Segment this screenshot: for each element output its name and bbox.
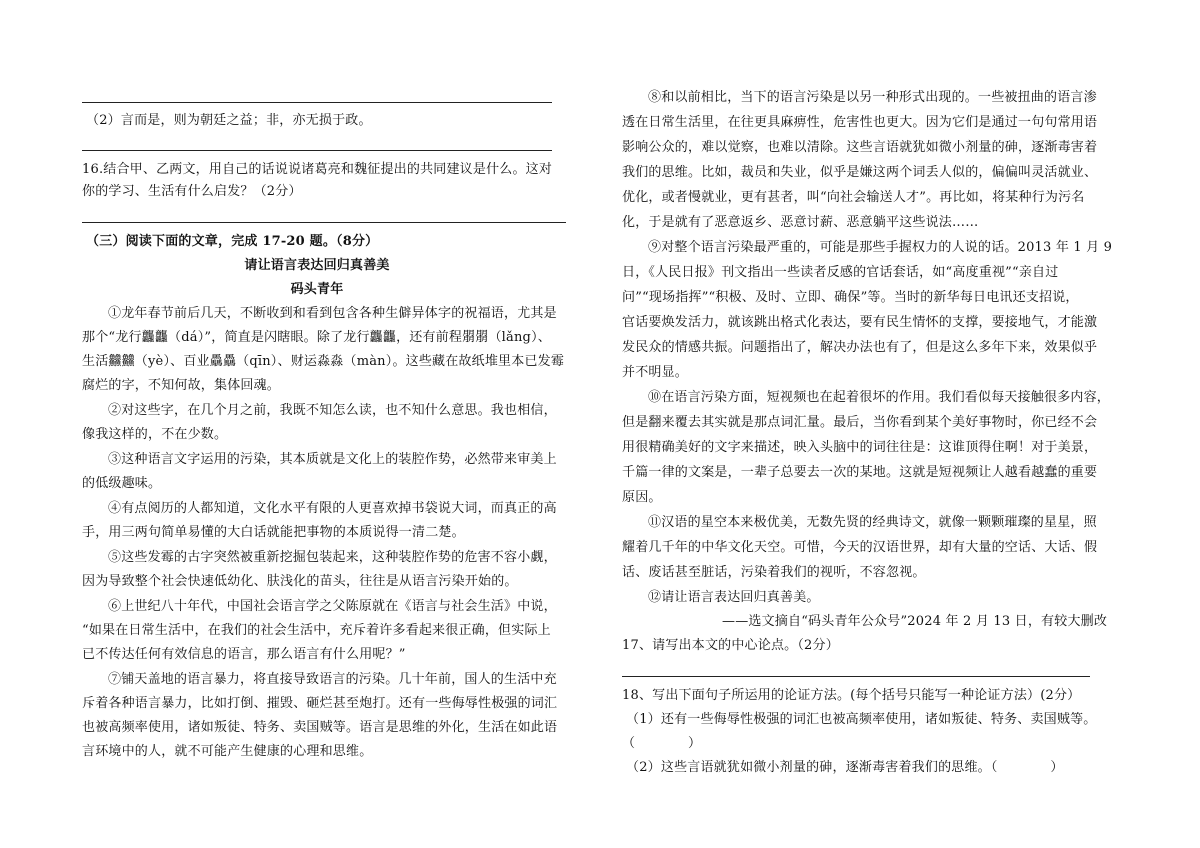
- paragraph-5: 因为导致整个社会快速低幼化、肤浅化的苗头，往往是从语言污染开始的。: [82, 574, 518, 589]
- paragraph-7: 言环境中的人，就不可能产生健康的心理和思维。: [82, 744, 373, 759]
- paragraph-1: 腐烂的字，不知何故，集体回魂。: [82, 378, 281, 393]
- paragraph-11: 话、废话甚至脏话，污染着我们的视听，不容忽视。: [622, 565, 926, 580]
- paragraph-9: 日，《人民日报》刊文指出一些读者反感的官话套话，如“高度重视”“亲自过: [622, 265, 1059, 280]
- paragraph-7: 也被高频率使用，诸如叛徒、特务、卖国贼等。语言是思维的外化，生活在如此语: [82, 720, 558, 735]
- paragraph-2: 像我这样的，不在少数。: [82, 427, 228, 442]
- paragraph-10: 千篇一律的文案是，一辈子总要去一次的某地。这就是短视频让人越看越蠢的重要: [622, 465, 1098, 480]
- paragraph-8: 优化，或者慢就业，更有甚者，叫“向社会输送人才”。再比如，将某种行为污名: [622, 190, 1085, 205]
- answer-line: [82, 222, 566, 223]
- paragraph-1: 生活䲜䲜（yè）、百业驫驫（qīn）、财运淼淼（màn）。这些藏在故纸堆里本已发霉: [82, 354, 565, 369]
- paragraph-8: 化，于是就有了恶意返乡、恶意讨薪、恶意躺平这些说法……: [622, 215, 979, 230]
- article-source: ——选文摘自“码头青年公众号”2024 年 2 月 13 日，有较大删改: [722, 614, 1108, 629]
- paragraph-10: ⑩在语言污染方面，短视频也在起着很坏的作用。我们看似每天接触很多内容，: [648, 390, 1111, 405]
- paragraph-4: ④有点阅历的人都知道，文化水平有限的人更喜欢掉书袋说大词，而真正的高: [108, 501, 557, 516]
- paragraph-6: 已不传达任何有效信息的语言，那么语言有什么用呢？”: [82, 647, 406, 662]
- article-title: 请让语言表达回归真善美: [244, 258, 390, 273]
- paragraph-6: ⑥上世纪八十年代，中国社会语言学之父陈原就在《语言与社会生活》中说，: [108, 599, 557, 614]
- paragraph-10: 但是翻来覆去其实就是那点词汇量。最后，当你看到某个美好事物时，你已经不会: [622, 415, 1098, 430]
- question-17: 17、请写出本文的中心论点。（2分）: [622, 638, 839, 653]
- question-18: 18、写出下面句子所运用的论证方法。(每个括号只能写一种论证方法）(2分）: [622, 688, 1081, 703]
- paragraph-9: 问”“现场指挥”“积极、及时、立即、确保”等。当时的新华每日电讯还支招说，: [622, 290, 1079, 305]
- paragraph-10: 原因。: [622, 490, 662, 505]
- paragraph-6: “如果在日常生活中，在我们的社会生活中，充斥着许多看起来很正确，但实际上: [82, 623, 551, 638]
- paragraph-3: 的低级趣味。: [82, 476, 162, 491]
- paragraph-4: 手，用三两句简单易懂的大白话就能把事物的本质说得一清二楚。: [82, 525, 465, 540]
- paragraph-8: ⑧和以前相比，当下的语言污染是以另一种形式出现的。一些被扭曲的语言渗: [648, 90, 1097, 105]
- paragraph-11: 耀着几千年的中华文化天空。可惜，今天的汉语世界，却有大量的空话、大话、假: [622, 540, 1098, 555]
- question-18-2: （2）这些言语就犹如微小剂量的砷，逐渐毒害着我们的思维。（ ）: [626, 760, 1064, 775]
- paragraph-2: ②对这些字，在几个月之前，我既不知怎么读，也不知什么意思。我也相信，: [108, 403, 557, 418]
- paragraph-8: 影响公众的，难以觉察，也难以清除。这些言语就犹如微小剂量的砷，逐渐毒害着: [622, 140, 1098, 155]
- paragraph-9: 发民众的情感共振。问题指出了，解决办法也有了，但是这么多年下来，效果似乎: [622, 340, 1098, 355]
- question-16-line: 16.结合甲、乙两文，用自己的话说说诸葛亮和魏征提出的共同建议是什么。这对: [82, 162, 553, 177]
- section-3-heading: （三）阅读下面的文章，完成 17-20 题。（8分）: [86, 234, 379, 249]
- answer-line: [82, 150, 552, 151]
- paragraph-11: ⑪汉语的星空本来极优美，无数先贤的经典诗文，就像一颗颗璀璨的星星，照: [648, 515, 1097, 530]
- paragraph-9: ⑨对整个语言污染最严重的，可能是那些手握权力的人说的话。2013 年 1 月 9: [648, 240, 1113, 255]
- paragraph-3: ③这种语言文字运用的污染，其本质就是文化上的装腔作势，必然带来审美上: [108, 452, 557, 467]
- paragraph-8: 透在日常生活里，在往更具麻痹性，危害性也更大。因为它们是通过一句句常用语: [622, 115, 1098, 130]
- paragraph-12: ⑫请让语言表达回归真善美。: [648, 590, 820, 605]
- paragraph-9: 并不明显。: [622, 365, 689, 380]
- paragraph-10: 用很精确美好的文字来描述，映入头脑中的词往往是：这谁顶得住啊！对于美景，: [622, 440, 1098, 455]
- question-15-2: （2）言而是，则为朝廷之益；非，亦无损于政。: [86, 113, 372, 128]
- question-16-line: 你的学习、生活有什么启发？（2分）: [82, 184, 302, 199]
- paragraph-5: ⑤这些发霉的古字突然被重新挖掘包装起来，这种装腔作势的危害不容小觑，: [108, 550, 557, 565]
- answer-line: [622, 676, 1090, 677]
- paragraph-1: ①龙年春节前后几天，不断收到和看到包含各种生僻异体字的祝福语，尤其是: [108, 306, 557, 321]
- article-author: 码头青年: [290, 282, 344, 297]
- paragraph-1: 那个“龙行龘龘（dá）”，简直是闪瞎眼。除了龙行龘龘，还有前程朤朤（lǎng）、: [82, 330, 551, 345]
- answer-line: [82, 102, 552, 103]
- paragraph-8: 我们的思维。比如，裁员和失业，似乎是嫌这两个词丢人似的，偏偏叫灵活就业、: [622, 165, 1098, 180]
- paragraph-9: 官话要焕发活力，就该跳出格式化表达，要有民生情怀的支撑，要接地气，才能激: [622, 315, 1098, 330]
- question-18-1-blank: （ ）: [622, 736, 702, 751]
- question-18-1: （1）还有一些侮辱性极强的词汇也被高频率使用，诸如叛徒、特务、卖国贼等。: [626, 712, 1097, 727]
- paragraph-7: ⑦铺天盖地的语言暴力，将直接导致语言的污染。几十年前，国人的生活中充: [108, 672, 557, 687]
- paragraph-7: 斥着各种语言暴力，比如打倒、摧毁、砸烂甚至炮打。还有一些侮辱性极强的词汇: [82, 696, 558, 711]
